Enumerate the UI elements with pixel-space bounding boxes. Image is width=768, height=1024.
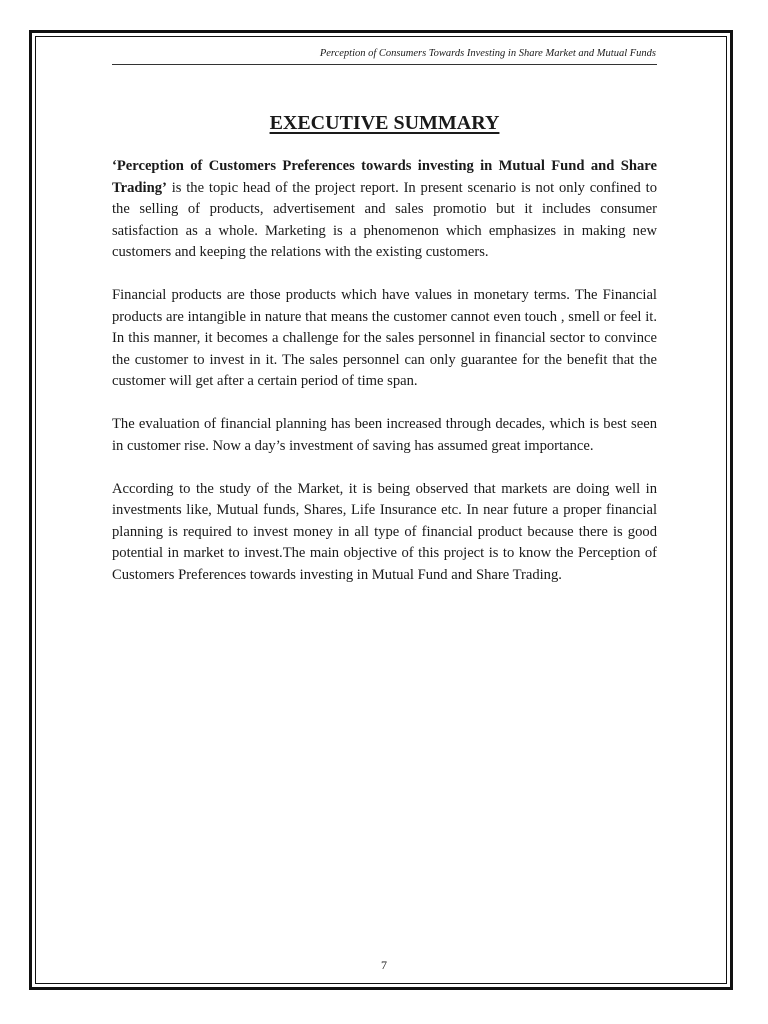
header-rule [112,64,657,65]
page-title: EXECUTIVE SUMMARY [269,112,500,134]
page-number: 7 [381,958,387,972]
paragraph-4: According to the study of the Market, it is being observed that markets are doing well in investments like, Mutual funds, Shares, Life Insurance etc. In near future a proper financial planning is required to invest money in all type of financial product because there is good potential in market to invest.The main objective of this project is to know the Perception of Customers Preferences towards investing in Mutual Fund and Share Trading. [112,480,657,583]
running-header: Perception of Consumers Towards Investing in Share Market and Mutual Funds [319,48,656,59]
paragraph-3: The evaluation of financial planning has been increased through decades, which is best seen in customer rise. Now a day’s investment of saving has assumed great importance. [112,416,657,454]
paragraph-1-text: is the topic head of the project report. In present scenario is not only confined to the selling of products, advertisement and sales promotio but it includes consumer satisfaction as a whole. Marketing is a phenomenon which emphasizes in making new customers and keeping the relations with the existing customers. [112,179,657,260]
paragraph-2: Financial products are those products which have values in monetary terms. The Financial products are intangible in nature that means the customer cannot even touch , smell or feel it. In this manner, it becomes a challenge for the sales personnel in financial sector to convince the customer to invest in it. The sales personnel can only guarantee for the benefit that the customer will get after a certain period of time span. [112,287,657,389]
paragraph-1-lead: ‘Perception of Customers Preferences towards investing in Mutual Fund and Share Trading’ [112,158,657,196]
body-text [112,156,657,608]
paragraph-1 [112,156,657,264]
